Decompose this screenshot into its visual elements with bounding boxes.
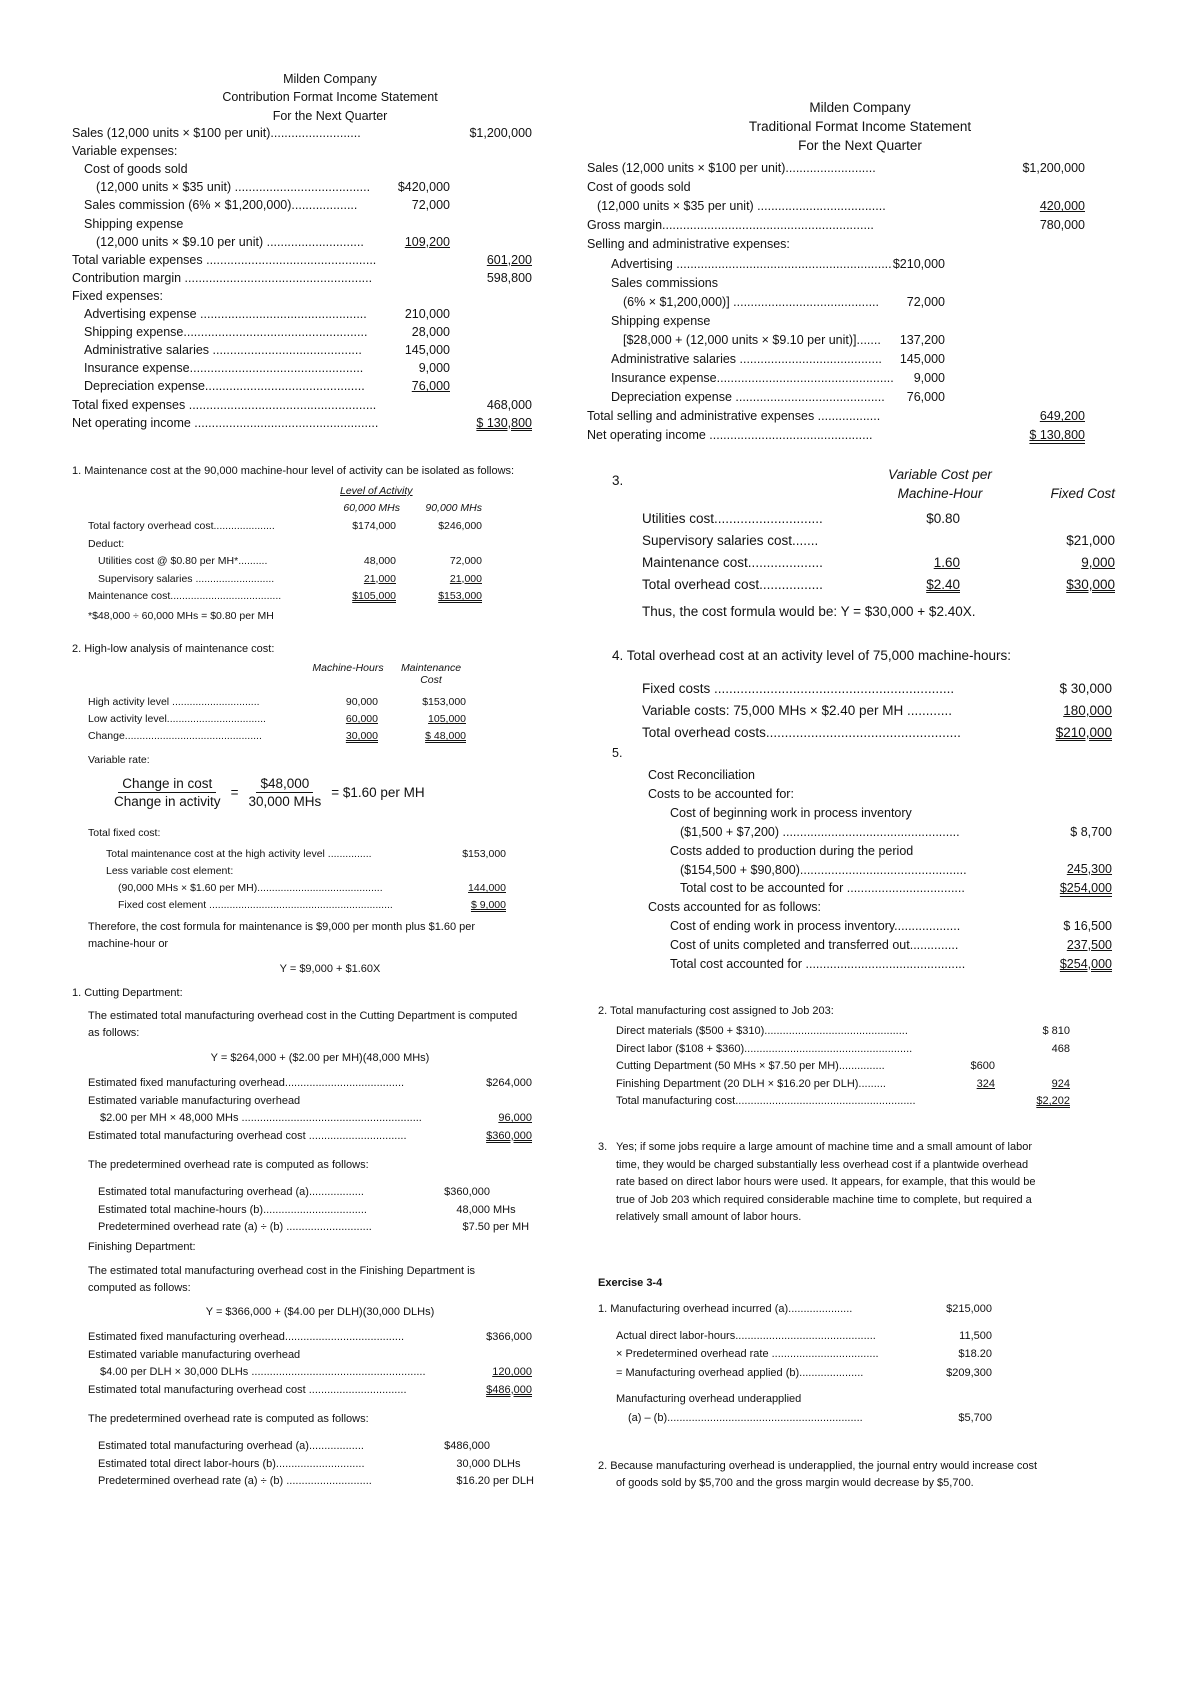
p3-row-b: $21,000 (1066, 533, 1115, 548)
part3b-num: 3. (598, 1141, 608, 1153)
tf-row-label: Fixed cost element ............................................................... (118, 899, 393, 911)
hl-row-a: 60,000 (345, 713, 378, 725)
lt-row-col1: 76,000 (411, 379, 450, 394)
ex-row-label: × Predetermined overhead rate ................................... (616, 1348, 879, 1360)
variable-rate-label: Variable rate: (88, 754, 150, 766)
ct-row-label: Estimated fixed manufacturing overhead....................................... (88, 1077, 405, 1089)
rt-row-label: Insurance expense................................................... (611, 371, 894, 386)
p3-row-a: $0.80 (926, 511, 960, 526)
maint-level-header: Level of Activity (340, 485, 413, 497)
ex-row-label: 1. Manufacturing overhead incurred (a)..................... (598, 1303, 853, 1315)
hl-row-b: $ 48,000 (425, 730, 466, 742)
ex-row-v: $5,700 (958, 1411, 992, 1424)
part3b-line: time, they would be charged substantially less overhead cost if a plantwide overhead (616, 1158, 1029, 1171)
lt-row-col2: $ 130,800 (476, 415, 532, 430)
maint-row-a: $105,000 (352, 590, 396, 602)
hl-row-b: 105,000 (428, 713, 466, 725)
p4-row-v: $210,000 (1055, 725, 1112, 740)
ex-row-v: $215,000 (946, 1303, 992, 1315)
ct-row-v: 96,000 (498, 1112, 532, 1124)
rt-row-col2: $1,200,000 (1022, 161, 1085, 175)
rt-row-col1: 145,000 (899, 352, 945, 366)
part3b-line: Yes; if some jobs require a large amount of machine time and a small amount of labor (616, 1141, 1032, 1153)
cp-row-v: $7.50 (462, 1221, 490, 1233)
rt-row-label: Sales commissions (611, 275, 718, 290)
lt-row-label: Insurance expense.................................................. (84, 361, 364, 376)
cp-row-label: Predetermined overhead rate (a) ÷ (b) ............................ (98, 1221, 372, 1233)
ft-row-label: Estimated variable manufacturing overhead (88, 1348, 301, 1361)
rt-row-label: Sales (12,000 units × $100 per unit).......................... (587, 161, 876, 175)
lt-row-label: Administrative salaries ........................................... (84, 343, 362, 358)
right-period: For the Next Quarter (798, 138, 922, 153)
finishing-formula: Y = $366,000 + ($4.00 per DLH)(30,000 DLHs) (205, 1306, 435, 1318)
therefore-1: Therefore, the cost formula for maintenance is $9,000 per month plus $1.60 per (88, 921, 476, 933)
hl-row-b: $153,000 (422, 696, 466, 708)
ex-row-v: 11,500 (959, 1329, 992, 1342)
p5-row-v: $254,000 (1059, 957, 1112, 971)
rt-row-label: Net operating income ............................................... (587, 428, 873, 443)
lt-row-label: Contribution margin ...................................................... (72, 270, 373, 285)
tf-row-v: $ 9,000 (470, 899, 506, 911)
p4-row-v: 180,000 (1063, 703, 1112, 718)
p3-row-b: 9,000 (1081, 555, 1115, 570)
hl-row-label: Low activity level.................................. (88, 713, 266, 725)
p3-row-a: $2.40 (926, 577, 960, 592)
rt-row-label: Selling and administrative expenses: (587, 237, 790, 252)
tf-row-v: $153,000 (462, 848, 506, 860)
jt-row-a: 324 (976, 1077, 995, 1090)
maint-col-a: 60,000 MHs (343, 502, 400, 514)
part3-num: 3. (612, 473, 624, 488)
lt-row-label: Sales commission (6% × $1,200,000)................... (84, 198, 358, 213)
fp-row-u: DLHs (493, 1457, 521, 1470)
finishing-p2: computed as follows: (88, 1282, 191, 1294)
lt-row-label: Shipping expense (84, 216, 184, 231)
hl-row-a: 90,000 (345, 696, 378, 708)
ft-row-label: Estimated fixed manufacturing overhead....................................... (88, 1331, 405, 1343)
right-company: Milden Company (809, 100, 911, 115)
lt-row-col2: $1,200,000 (469, 126, 532, 140)
part3-h2: Fixed Cost (1050, 486, 1115, 501)
maint-row-b: 72,000 (449, 555, 482, 567)
rt-row-col1: 9,000 (913, 371, 945, 386)
left-title: Contribution Format Income Statement (222, 90, 438, 104)
ex34-p2b: of goods sold by $5,700 and the gross margin would decrease by $5,700. (616, 1477, 974, 1489)
lt-row-col1: 9,000 (418, 361, 450, 376)
maint-row-b: 21,000 (449, 572, 482, 585)
ex-row-label: Manufacturing overhead underapplied (616, 1393, 802, 1405)
p5-row-label: Cost of units completed and transferred out.............. (670, 938, 959, 953)
lt-row-label: Total variable expenses ................................................. (72, 252, 377, 267)
rt-row-label: Administrative salaries ......................................... (611, 352, 882, 366)
lt-row-label: (12,000 units × $35 unit) ....................................... (96, 180, 371, 195)
cutting-p1: The estimated total manufacturing overhead cost in the Cutting Department is computed (88, 1010, 518, 1022)
rt-row-label: Depreciation expense ........................................... (611, 390, 885, 405)
rt-row-col1: $210,000 (892, 256, 945, 271)
jt-row-label: Direct materials ($500 + $310)............................................... (616, 1025, 908, 1037)
finishing-p1: The estimated total manufacturing overhead cost in the Finishing Department is (88, 1265, 476, 1277)
lt-row-label: Variable expenses: (72, 144, 178, 159)
rt-row-label: (6% × $1,200,000)] .......................................... (623, 294, 880, 309)
cp-row-label: Estimated total machine-hours (b).................................. (98, 1203, 367, 1216)
lt-row-col2: 601,200 (486, 252, 532, 267)
p5-row-label: Costs to be accounted for: (648, 786, 794, 801)
part3b-line: relatively small amount of labor hours. (616, 1211, 802, 1223)
maint-row-label: Supervisory salaries ........................... (98, 572, 275, 585)
p5-row-label: Cost Reconciliation (648, 768, 755, 782)
part3-h1: Variable Cost per (888, 467, 992, 482)
cutting-pred: The predetermined overhead rate is computed as follows: (88, 1159, 369, 1171)
part3-h1b: Machine-Hour (897, 486, 983, 501)
lt-row-col2: 468,000 (486, 397, 532, 412)
lt-row-label: Cost of goods sold (84, 162, 188, 177)
p3-row-label: Total overhead cost................. (642, 577, 823, 592)
maint-intro: 1. Maintenance cost at the 90,000 machine-hour level of activity can be isolated as follows: (72, 465, 515, 477)
tf-row-label: Total maintenance cost at the high activity level ............... (106, 848, 372, 860)
lt-row-label: Sales (12,000 units × $100 per unit).......................... (72, 126, 361, 140)
ex-row-v: $209,300 (946, 1366, 992, 1379)
maint-row-a: 21,000 (363, 572, 396, 585)
cp-row-v: 48,000 (456, 1203, 490, 1216)
lt-row-col1: $420,000 (397, 180, 450, 195)
fp-row-label: Estimated total direct labor-hours (b)............................. (98, 1457, 365, 1470)
rt-row-col2: $ 130,800 (1029, 428, 1085, 443)
highlow-intro: 2. High-low analysis of maintenance cost: (72, 643, 275, 655)
p4-row-v: $ 30,000 (1059, 681, 1112, 696)
fp-row-label: Predetermined overhead rate (a) ÷ (b) ............................ (98, 1475, 372, 1487)
lt-row-col1: 72,000 (411, 198, 450, 213)
rt-row-col1: 76,000 (906, 390, 945, 405)
jt-row-b: 468 (1051, 1042, 1070, 1055)
frac-den2: 30,000 MHs (248, 794, 322, 809)
p5-row-v: $ 8,700 (1070, 824, 1112, 839)
p5-row-label: Costs added to production during the period (670, 843, 914, 858)
part3-thus: Thus, the cost formula would be: Y = $30,000 + $2.40X. (642, 604, 976, 619)
lt-row-col1: 145,000 (404, 343, 450, 358)
frac-eq: = (230, 785, 239, 800)
rt-row-col1: 137,200 (899, 332, 945, 347)
lt-row-label: Shipping expense..................................................... (84, 325, 368, 340)
lt-row-label: Depreciation expense.............................................. (84, 379, 365, 394)
p5-row-v: $254,000 (1059, 881, 1112, 896)
cp-row-u: MHs (493, 1203, 516, 1216)
p3-row-label: Supervisory salaries cost....... (642, 533, 819, 548)
ft-row-label: $4.00 per DLH × 30,000 DLHs ......................................................... (100, 1366, 426, 1378)
maint-row-a: $174,000 (352, 520, 396, 532)
ct-row-label: $2.00 per MH × 48,000 MHs ........................................................... (100, 1112, 422, 1124)
rt-row-label: Cost of goods sold (587, 180, 691, 195)
rt-row-col2: 420,000 (1039, 199, 1085, 214)
p5-row-label: Total cost accounted for .............................................. (670, 957, 966, 971)
frac-result: = $1.60 per MH (331, 785, 425, 800)
fp-row-v: 30,000 (456, 1457, 490, 1470)
part5-num: 5. (612, 746, 623, 760)
maint-footnote: *$48,000 ÷ 60,000 MHs = $0.80 per MH (88, 610, 274, 622)
right-title: Traditional Format Income Statement (748, 119, 972, 134)
ex-row-v: $18.20 (958, 1348, 992, 1360)
p5-row-label: Cost of ending work in process inventory................... (670, 919, 961, 934)
frac-num2: $48,000 (256, 776, 313, 793)
job203-title: 2. Total manufacturing cost assigned to Job 203: (598, 1005, 834, 1017)
p5-row-label: Total cost to be accounted for .................................. (680, 881, 965, 896)
lt-row-col1: 210,000 (404, 307, 450, 321)
ex34-p2a: 2. Because manufacturing overhead is underapplied, the journal entry would increase cost (598, 1460, 1038, 1472)
left-company: Milden Company (283, 72, 377, 86)
jt-row-label: Total manufacturing cost........................................................... (616, 1095, 916, 1107)
p3-row-b: $30,000 (1066, 577, 1115, 592)
left-period: For the Next Quarter (272, 109, 388, 123)
cp-row-label: Estimated total manufacturing overhead (a).................. (98, 1186, 364, 1198)
lt-row-col1: 28,000 (411, 325, 450, 340)
frac-den1: Change in activity (114, 794, 221, 809)
cp-row-u: per MH (493, 1221, 530, 1233)
p3-row-label: Maintenance cost.................... (642, 555, 823, 570)
p4-row-label: Total overhead costs.................................................... (642, 725, 961, 740)
ft-row-v: $366,000 (486, 1331, 532, 1343)
lt-row-label: Total fixed expenses ...................................................... (72, 397, 377, 412)
maint-row-label: Deduct: (88, 537, 125, 550)
p4-row-label: Variable costs: 75,000 MHs × $2.40 per MH ............ (642, 703, 953, 718)
maint-row-label: Utilities cost @ $0.80 per MH*.......... (98, 555, 268, 567)
maint-row-b: $246,000 (438, 520, 482, 532)
lt-row-label: Fixed expenses: (72, 288, 164, 303)
jt-row-label: Direct labor ($108 + $360)....................................................... (616, 1042, 913, 1055)
jt-row-b: 924 (1051, 1077, 1070, 1090)
lt-row-label: (12,000 units × $9.10 per unit) ............................ (96, 234, 364, 249)
highlow-h1: Machine-Hours (312, 662, 384, 674)
maint-row-a: 48,000 (363, 555, 396, 567)
finishing-title: Finishing Department: (88, 1241, 196, 1253)
fp-row-u: per DLH (493, 1475, 534, 1487)
jt-row-a: $600 (970, 1060, 995, 1072)
tf-row-label: Less variable cost element: (106, 865, 234, 877)
cp-row-v: $360,000 (444, 1186, 490, 1198)
jt-row-label: Finishing Department (20 DLH × $16.20 per DLH)......... (616, 1077, 886, 1090)
maint-formula: Y = $9,000 + $1.60X (279, 963, 381, 975)
lt-row-col1: 109,200 (404, 234, 450, 249)
ex-row-label: = Manufacturing overhead applied (b)..................... (616, 1366, 864, 1379)
lt-row-col2: 598,800 (486, 270, 532, 285)
cutting-p2: as follows: (88, 1027, 140, 1039)
ct-row-v: $264,000 (486, 1077, 532, 1089)
fp-row-v: $486,000 (444, 1440, 490, 1452)
hl-row-label: High activity level .............................. (88, 696, 260, 708)
cutting-title: 1. Cutting Department: (72, 987, 183, 999)
rt-row-col2: 649,200 (1039, 409, 1085, 424)
rt-row-col2: 780,000 (1039, 218, 1085, 233)
ex-row-label: (a) – (b)................................................................ (628, 1411, 863, 1424)
maint-row-label: Maintenance cost...................................... (88, 590, 282, 602)
p3-row-label: Utilities cost............................. (642, 511, 823, 526)
rt-row-label: Total selling and administrative expenses .................. (587, 409, 881, 424)
ex34-title: Exercise 3-4 (598, 1277, 663, 1289)
ct-row-v: $360,000 (486, 1129, 532, 1142)
ft-row-label: Estimated total manufacturing overhead cost ................................ (88, 1383, 407, 1396)
maint-col-b: 90,000 MHs (425, 502, 482, 514)
p3-row-a: 1.60 (933, 555, 960, 570)
ex-row-label: Actual direct labor-hours.............................................. (616, 1329, 876, 1342)
rt-row-col1: 72,000 (906, 294, 945, 309)
part3b-line: true of Job 203 which required considerable machine time to complete, but required a (616, 1193, 1032, 1206)
therefore-2: machine-hour or (88, 938, 169, 950)
tf-row-v: 144,000 (468, 882, 506, 894)
hl-row-label: Change............................................... (88, 730, 262, 742)
frac-num1: Change in cost (118, 776, 216, 793)
jt-row-label: Cutting Department (50 MHs × $7.50 per MH)............... (616, 1060, 885, 1072)
p5-row-v: $ 16,500 (1063, 919, 1112, 934)
fp-row-v: $16.20 (456, 1475, 490, 1487)
p5-row-label: Cost of beginning work in process inventory (670, 805, 912, 820)
jt-row-b: $ 810 (1042, 1025, 1070, 1037)
ft-row-v: $486,000 (486, 1383, 532, 1396)
ct-row-label: Estimated total manufacturing overhead cost ................................ (88, 1129, 407, 1142)
rt-row-label: [$28,000 + (12,000 units × $9.10 per unit)]....... (623, 332, 881, 347)
cutting-formula: Y = $264,000 + ($2.00 per MH)(48,000 MHs) (210, 1052, 430, 1064)
lt-row-label: Net operating income ..................................................... (72, 415, 379, 430)
maint-row-label: Total factory overhead cost..................... (88, 520, 275, 532)
jt-row-b: $2,202 (1036, 1095, 1070, 1107)
part4-title: 4. Total overhead cost at an activity level of 75,000 machine-hours: (612, 648, 1011, 663)
p4-row-label: Fixed costs ................................................................ (642, 681, 955, 696)
part3b-line: rate based on direct labor hours were used. It appears, for example, that this would be (616, 1176, 1036, 1188)
part5-added-value: 245,300 (1066, 862, 1112, 876)
rt-row-label: Gross margin............................................................. (587, 218, 874, 233)
hl-row-a: 30,000 (345, 730, 378, 742)
lt-row-label: Advertising expense ................................................ (84, 307, 367, 321)
variable-rate-formula (110, 776, 425, 809)
ct-row-label: Estimated variable manufacturing overhead (88, 1094, 301, 1107)
total-fixed-label: Total fixed cost: (88, 827, 161, 839)
rt-row-label: Shipping expense (611, 313, 711, 328)
p5-row-label: ($1,500 + $7,200) ................................................... (680, 824, 960, 839)
p5-row-label: Costs accounted for as follows: (648, 900, 821, 915)
rt-row-label: (12,000 units × $35 per unit) ..................................... (597, 199, 886, 214)
rt-row-label: Advertising .............................................................. (611, 256, 892, 271)
ft-row-v: 120,000 (492, 1366, 532, 1378)
maint-row-b: $153,000 (438, 590, 482, 602)
p5-row-label: ($154,500 + $90,800)................................................ (680, 862, 967, 877)
p5-row-v: 237,500 (1066, 938, 1112, 953)
tf-row-label: (90,000 MHs × $1.60 per MH)........................................... (118, 882, 383, 894)
finishing-pred: The predetermined overhead rate is computed as follows: (88, 1413, 369, 1425)
highlow-h2: Maintenance Cost (400, 662, 462, 686)
fp-row-label: Estimated total manufacturing overhead (a).................. (98, 1440, 364, 1452)
